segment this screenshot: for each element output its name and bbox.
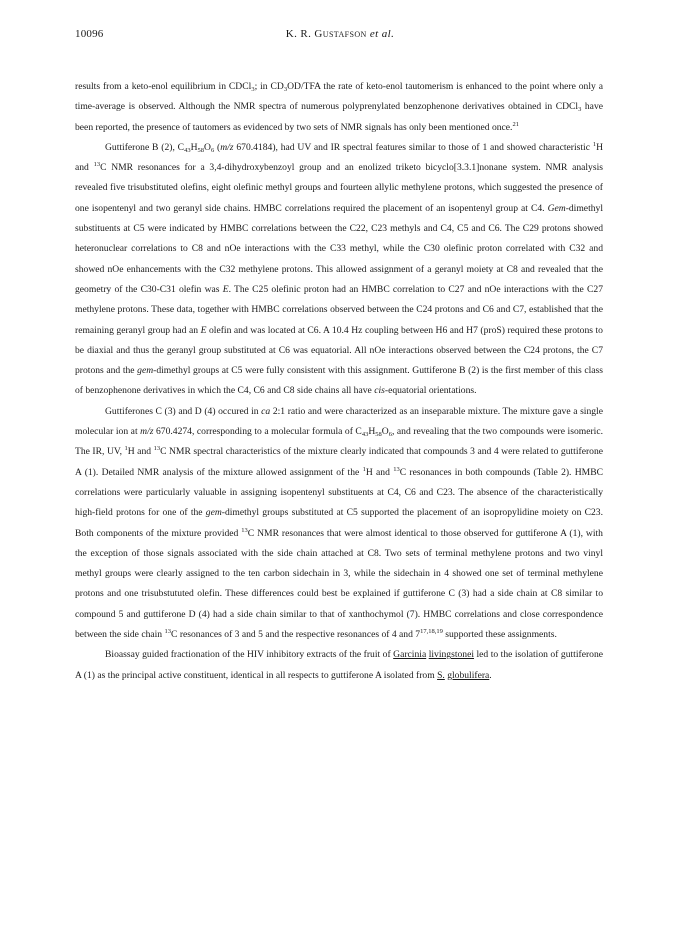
page-number: 10096 (75, 28, 104, 40)
paragraph-bioassay: Bioassay guided fractionation of the HIV inhibitory extracts of the fruit of Garcinia livingstonei led to the isolation of guttiferone A (1) as the principal active constituent, identical in all respects to guttiferone A isolated from S. globulifera. (75, 649, 604, 681)
paragraph-guttiferone-b: Guttiferone B (2), $C_{43}H_{58}O_6$ (m/z 670.4184), had UV and IR spectral features similar to those of 1 and showed characteristic $^1$H and $^{13}$C NMR resonances for a 3,4-dihydroxybenzoyl group and an enolized triketo bicyclo[3.3.1]nonane system. NMR analysis revealed five trisubstituted olefins, eight olefinic methyl groups and fourteen allylic methylene protons, which suggested the presence of one isopentenyl and two geranyl side chains. HMBC correlations required the placement of an isopentenyl group at C4. Gem-dimethyl substituents at C5 were indicated by HMBC correlations between the C22, C23 methyls and C4, C5 and C6. The C29 protons showed heteronuclear correlations to C8 and nOe interactions with the C33 methyl, while the C30 olefinic proton correlated with C32 and showed nOe enhancements with the C32 methylene protons. This allowed assignment of a geranyl moiety at C8 and revealed that the geometry of the C30-C31 olefin was E. The C25 olefinic proton had an HMBC correlation to C27 and nOe interactions with the C27 methylene protons. These data, together with HMBC correlations observed between the C24 protons and C6 and C7, established that the remaining geranyl group had an E olefin and was located at C6. A 10.4 Hz coupling between H6 and H7 (proS) required these protons to be diaxial and thus the geranyl group substituted at C6 was equatorial. All nOe interactions observed between the C24 protons, the C7 protons and the gem-dimethyl groups at C5 were fully consistent with this assignment. Guttiferone B (2) is the first member of this class of benzophenone derivatives in which the C4, C6 and C8 side chains all have cis-equatorial orientations. (75, 140, 603, 397)
article-body (75, 77, 603, 686)
running-head-et-al: et al. (366, 28, 395, 40)
running-head (0, 28, 680, 40)
running-head-author: K. R. Gustafson (285, 28, 367, 40)
paragraph-keto-enol: results from a keto-enol equilibrium in CDCl$_3$; in $CD_3OD$/TFA the rate of keto-enol tautomerism is enhanced to the point where only a time-average is observed. Although the NMR spectra of numerous polyprenylated benzophenone derivatives obtained in CDCl$_3$ have been reported, the presence of tautomers as evidenced by two sets of NMR signals has only been mentioned once.$^{21}$ (75, 81, 603, 133)
paragraph-guttiferones-c-d: Guttiferones C (3) and D (4) occured in ca 2:1 ratio and were characterized as an inseparable mixture. The mixture gave a single molecular ion at m/z 670.4274, corresponding to a molecular formula of $C_{43}H_{58}O_6$, and revealing that the two compounds were isomeric. The IR, UV, $^1$H and $^{13}$C NMR spectral characteristics of the mixture clearly indicated that compounds 3 and 4 were related to guttiferone A (1). Detailed NMR analysis of the mixture allowed assignment of the $^1$H and $^{13}$C resonances in both compounds (Table 2). HMBC correlations were particularly valuable in assigning isopentenyl substituents at C4, C6 and C23. The absence of the characteristically high-field protons for one of the gem-dimethyl groups substituted at C5 supported the placement of an isopropylidine moiety on C23. Both components of the mixture provided $^{13}$C NMR resonances that were almost identical to those observed for guttiferone A (1), with the exception of those signals associated with the side chain attached at C8. Two sets of terminal methylene protons and two vinyl methyl groups were clearly assigned to the ten carbon sidechain in 3, while the sidechain in 4 showed one set of terminal methylene protons and one trisubstututed olefin. These differences could best be explained if guttiferone C (3) had a side chain at C8 similar to compound 5 and guttiferone D (4) had a side chain similar to that of xanthochymol (7). HMBC correlations and close correspondence between the side chain $^{13}$C resonances of 3 and 5 and the respective resonances of 4 and 7$^{17,18,19}$ supported these assignments. (75, 405, 604, 641)
